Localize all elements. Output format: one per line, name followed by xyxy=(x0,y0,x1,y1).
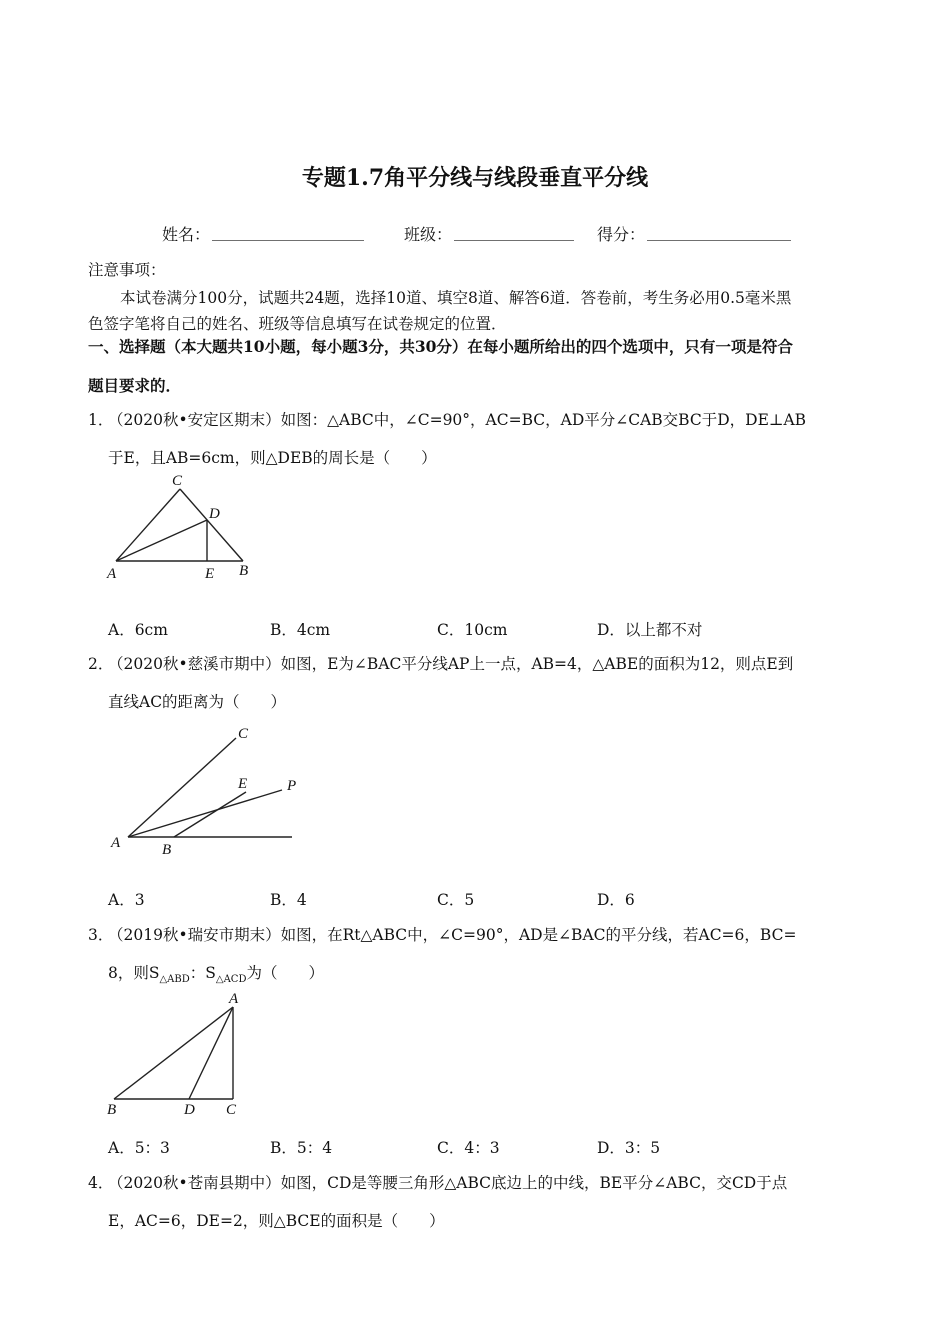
label-a: A xyxy=(107,566,117,582)
question-3-line-2-pre: 8，则S xyxy=(108,964,160,982)
section-heading-line-2: 题目要求的． xyxy=(88,376,182,395)
question-3-sub-abd: △ABD xyxy=(159,974,190,986)
label-d: D xyxy=(209,506,220,522)
question-3-line-1: （2019秋•瑞安市期末）如图，在Rt△ABC中，∠C=90°，AD是∠BAC的平分线，若AC=6，BC= xyxy=(108,926,797,944)
notes-heading: 注意事项： xyxy=(88,261,166,279)
segment-ab xyxy=(114,1007,233,1099)
question-3-option-b[interactable]: B．5：4 xyxy=(270,1139,333,1157)
label-c: C xyxy=(238,726,249,742)
question-2-option-a[interactable]: A．3 xyxy=(108,891,145,909)
notes-line-2: 色签字笔将自己的姓名、班级等信息填写在试卷规定的位置． xyxy=(88,315,507,333)
question-4-number: 4． xyxy=(88,1174,114,1192)
label-d: D xyxy=(184,1102,195,1118)
question-1-option-d[interactable]: D．以上都不对 xyxy=(597,621,703,639)
score-blank: __________________ xyxy=(647,222,791,241)
question-2-number: 2． xyxy=(88,655,114,673)
segment-cb xyxy=(180,489,243,561)
notes-line-1: 本试卷满分100分，试题共24题，选择10道、填空8道、解答6道．答卷前，考生务必用0.5毫米黑 xyxy=(120,289,792,307)
segment-be xyxy=(174,792,246,837)
question-1-figure xyxy=(100,468,270,583)
section-heading-line-1: 一、选择题（本大题共10小题，每小题3分，共30分）在每小题所给出的四个选项中，只有一项是符合 xyxy=(88,337,793,356)
label-c: C xyxy=(172,473,183,489)
label-a: A xyxy=(111,835,121,851)
score-label: 得分： xyxy=(597,225,646,244)
question-3-line-2-post: 为（ ） xyxy=(246,964,324,982)
question-3-option-c[interactable]: C．4：3 xyxy=(437,1139,500,1157)
question-3-number: 3． xyxy=(88,926,114,944)
question-2-figure xyxy=(100,718,310,863)
label-e: E xyxy=(205,566,215,582)
question-1-number: 1． xyxy=(88,411,114,429)
question-3-line-2 xyxy=(108,961,324,985)
question-2-line-2: 直线AC的距离为（ ） xyxy=(108,693,287,711)
label-e: E xyxy=(238,776,248,792)
label-p: P xyxy=(287,778,297,794)
question-1-option-b[interactable]: B．4cm xyxy=(270,621,331,639)
label-b: B xyxy=(239,563,249,579)
segment-ad xyxy=(116,520,207,561)
segment-ad xyxy=(189,1007,233,1099)
label-b: B xyxy=(107,1102,117,1118)
name-label: 姓名： xyxy=(162,225,211,244)
question-4-line-1: （2020秋•苍南县期中）如图，CD是等腰三角形△ABC底边上的中线，BE平分∠ABC，交CD于点 xyxy=(108,1174,788,1192)
ray-ap xyxy=(128,790,282,837)
label-c: C xyxy=(226,1102,237,1118)
question-3-option-d[interactable]: D．3：5 xyxy=(597,1139,661,1157)
ray-ac xyxy=(128,738,236,837)
question-3-line-2-mid: ：S xyxy=(189,964,216,982)
class-label: 班级： xyxy=(404,225,453,244)
question-3-figure xyxy=(100,988,260,1120)
page-title: 专题1.7角平分线与线段垂直平分线 xyxy=(301,165,649,191)
question-1-option-a[interactable]: A．6cm xyxy=(108,621,168,639)
label-a: A xyxy=(229,991,239,1007)
question-1-line-2: 于E，且AB=6cm，则△DEB的周长是（ ） xyxy=(108,449,437,467)
question-2-option-c[interactable]: C．5 xyxy=(437,891,475,909)
question-2-option-b[interactable]: B．4 xyxy=(270,891,307,909)
class-blank: _______________ xyxy=(454,222,574,241)
name-blank: ___________________ xyxy=(212,222,364,241)
segment-ac xyxy=(116,489,180,561)
question-2-option-d[interactable]: D．6 xyxy=(597,891,635,909)
label-b: B xyxy=(162,842,172,858)
question-3-sub-acd: △ACD xyxy=(215,974,247,986)
question-1-line-1: （2020秋•安定区期末）如图：△ABC中，∠C=90°，AC=BC，AD平分∠CAB交BC于D，DE⊥AB xyxy=(108,411,807,429)
question-1-option-c[interactable]: C．10cm xyxy=(437,621,508,639)
question-3-option-a[interactable]: A．5：3 xyxy=(108,1139,170,1157)
question-2-line-1: （2020秋•慈溪市期中）如图，E为∠BAC平分线AP上一点，AB=4，△ABE的面积为12，则点E到 xyxy=(108,655,794,673)
question-4-line-2: E，AC=6，DE=2，则△BCE的面积是（ ） xyxy=(108,1212,445,1230)
